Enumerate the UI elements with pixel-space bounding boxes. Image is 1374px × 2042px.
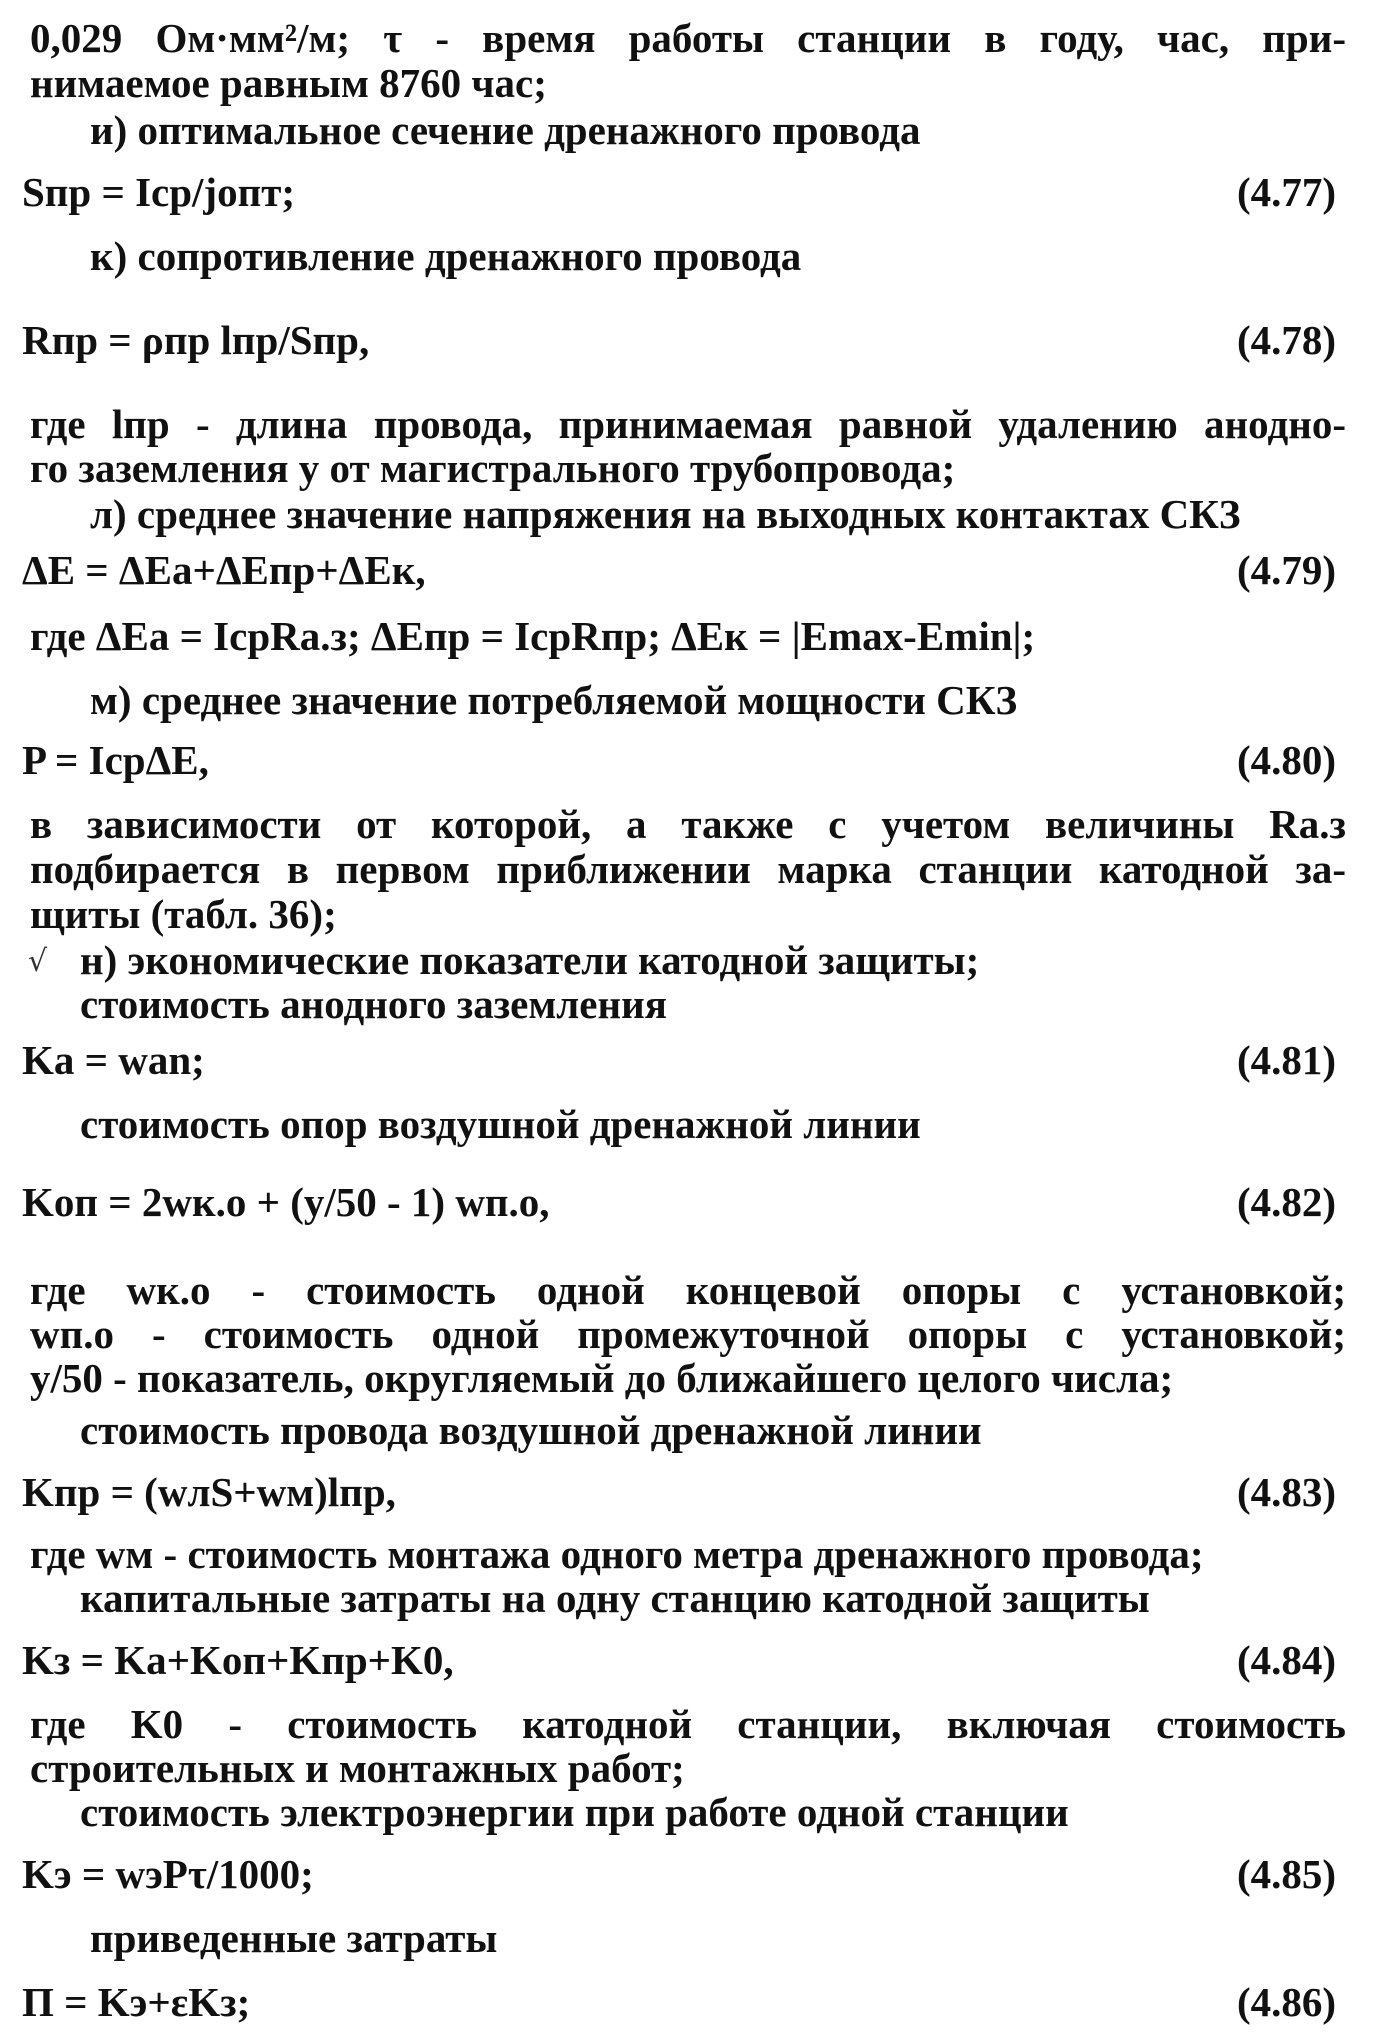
paragraph-line: в зависимости от которой, а также с учетом величины Rа.з: [30, 801, 1346, 847]
equation-number: (4.78): [1236, 317, 1336, 363]
paragraph-line: wп.о - стоимость одной промежуточной опоры с установкой;: [30, 1311, 1346, 1357]
paragraph-line: приведенные затраты: [90, 1915, 498, 1961]
paragraph-line: где K0 - стоимость катодной станции, включая стоимость: [30, 1701, 1346, 1747]
paragraph-line: y/50 - показатель, округляемый до ближайшего целого числа;: [30, 1355, 1174, 1401]
paragraph-line: 0,029 Ом·мм²/м; τ - время работы станции в году, час, при-: [30, 15, 1346, 61]
equation-number: (4.84): [1236, 1637, 1336, 1683]
list-item-l: л) среднее значение напряжения на выходных контактах СКЗ: [90, 491, 1241, 537]
formula-4-82: Kоп = 2wк.о + (y/50 - 1) wп.о,: [22, 1179, 550, 1225]
formula-4-86: П = Kэ+εKз;: [22, 1979, 251, 2025]
equation-number: (4.80): [1236, 737, 1336, 783]
paragraph-line: нимаемое равным 8760 час;: [30, 60, 547, 106]
formula-4-78: Rпр = ρпр lпр/Sпр,: [22, 317, 370, 363]
paragraph-line: го заземления y от магистрального трубопровода;: [30, 445, 956, 491]
equation-number: (4.77): [1236, 169, 1336, 215]
paragraph-line: стоимость опор воздушной дренажной линии: [80, 1101, 921, 1147]
margin-check-mark-icon: √: [28, 944, 48, 979]
paragraph-line: капитальные затраты на одну станцию катодной защиты: [80, 1575, 1150, 1621]
formula-4-77: Sпр = Iср/jопт;: [22, 169, 296, 215]
equation-number: (4.86): [1236, 1979, 1336, 2025]
paragraph-line: стоимость анодного заземления: [80, 981, 667, 1027]
formula-4-79: ΔE = ΔEа+ΔEпр+ΔEк,: [22, 547, 426, 593]
paragraph-line: стоимость электроэнергии при работе одной станции: [80, 1789, 1069, 1835]
equation-number: (4.85): [1236, 1851, 1336, 1897]
equation-number: (4.79): [1236, 547, 1336, 593]
formula-4-80: P = IсрΔE,: [22, 737, 209, 783]
equation-number: (4.81): [1236, 1037, 1336, 1083]
formula-4-84: Kз = Kа+Kоп+Kпр+K0,: [22, 1637, 454, 1683]
paragraph-line: строительных и монтажных работ;: [30, 1745, 685, 1791]
paragraph-line: где ΔEа = IсрRа.з; ΔEпр = IсрRпр; ΔEк = |Emax-Emin|;: [30, 613, 1036, 659]
list-item-n: н) экономические показатели катодной защиты;: [80, 937, 980, 983]
equation-number: (4.83): [1236, 1469, 1336, 1515]
formula-4-85: Kэ = wэPτ/1000;: [22, 1851, 314, 1897]
paragraph-line: где lпр - длина провода, принимаемая равной удалению анодно-: [30, 401, 1346, 447]
paragraph-line: стоимость провода воздушной дренажной линии: [80, 1407, 982, 1453]
list-item-i: и) оптимальное сечение дренажного провода: [90, 107, 921, 153]
list-item-k: к) сопротивление дренажного провода: [90, 233, 802, 279]
paragraph-line: где wм - стоимость монтажа одного метра дренажного провода;: [30, 1531, 1204, 1577]
formula-4-81: Kа = wаn;: [22, 1037, 205, 1083]
formula-4-83: Kпр = (wлS+wм)lпр,: [22, 1469, 396, 1515]
equation-number: (4.82): [1236, 1179, 1336, 1225]
paragraph-line: щиты (табл. 36);: [30, 891, 337, 937]
list-item-m: м) среднее значение потребляемой мощности СКЗ: [90, 677, 1018, 723]
paragraph-line: подбирается в первом приближении марка станции катодной за-: [30, 846, 1346, 892]
paragraph-line: где wк.о - стоимость одной концевой опоры с установкой;: [30, 1267, 1346, 1313]
